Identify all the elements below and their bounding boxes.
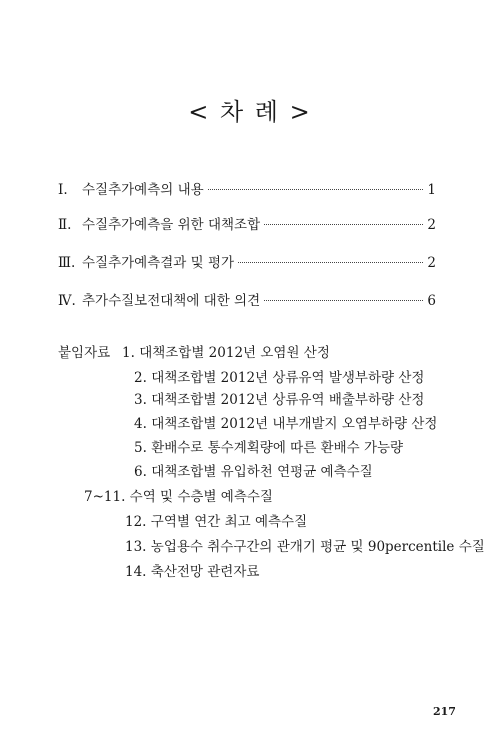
- toc-entry: [58, 289, 436, 311]
- appendix-item-number: 12.: [125, 514, 147, 530]
- toc-entry-number: Ⅱ.: [58, 217, 72, 233]
- appendix-item: [134, 460, 373, 480]
- toc-leader-dots: [264, 224, 423, 225]
- appendix-item-label: 대책조합별 2012년 오염원 산정: [139, 345, 330, 361]
- appendix-item-number: 6.: [134, 464, 147, 480]
- appendix-item-label: 대책조합별 2012년 내부개발지 오염부하량 산정: [151, 416, 438, 432]
- page-number: 217: [433, 705, 456, 718]
- toc-entry-page: 2: [427, 255, 436, 271]
- toc-entry-page: 1: [427, 182, 436, 198]
- toc-entry-label: 수질추가예측을 위한 대책조합: [82, 217, 261, 233]
- appendix-item-number: 7~11.: [84, 489, 126, 505]
- appendix-item: [134, 436, 403, 456]
- appendix-item-label: 대책조합별 2012년 상류유역 배출부하량 산정: [151, 392, 425, 408]
- toc-entry-number: Ⅰ.: [58, 182, 68, 198]
- appendix-item-number: 4.: [134, 416, 147, 432]
- toc-leader-dots: [238, 262, 423, 263]
- appendix-item: [125, 510, 307, 530]
- toc-leader-dots: [208, 189, 424, 190]
- appendix-item: [122, 341, 330, 361]
- appendix-item-number: 5.: [134, 440, 147, 456]
- appendix-item-number: 2.: [134, 370, 147, 386]
- toc-leader-dots: [264, 300, 423, 301]
- appendix-item: [134, 366, 424, 386]
- appendix-item: [125, 535, 485, 555]
- toc-entry-label: 수질추가예측결과 및 평가: [82, 255, 235, 271]
- appendix-item-label: 대책조합별 2012년 상류유역 발생부하량 산정: [151, 370, 425, 386]
- toc-entry-number: Ⅲ.: [58, 255, 76, 271]
- toc-entry: [58, 178, 436, 200]
- appendix-item: [134, 412, 437, 432]
- appendix-heading: 붙임자료: [58, 345, 111, 361]
- page-title: < 차 례 >: [188, 98, 312, 126]
- appendix-item: [134, 388, 424, 408]
- appendix-item-label: 농업용수 취수구간의 관개기 평균 및 90percentile 수질: [150, 539, 485, 555]
- toc-entry-label: 추가수질보전대책에 대한 의견: [82, 293, 261, 309]
- appendix-item-label: 대책조합별 유입하천 연평균 예측수질: [151, 464, 373, 480]
- toc-entry: [58, 251, 436, 273]
- appendix-item-number: 1.: [122, 345, 135, 361]
- toc-entry-page: 2: [427, 217, 436, 233]
- appendix-item-number: 3.: [134, 392, 147, 408]
- appendix-item-label: 환배수로 통수계획량에 따른 환배수 가능량: [151, 440, 404, 456]
- appendix-item-label: 축산전망 관련자료: [150, 564, 260, 580]
- appendix-item-label: 구역별 연간 최고 예측수질: [150, 514, 308, 530]
- appendix-item: [84, 485, 273, 505]
- appendix-item-label: 수역 및 수층별 예측수질: [129, 489, 273, 505]
- toc-entry: [58, 213, 436, 235]
- toc-entry-number: Ⅳ.: [58, 293, 76, 309]
- toc-entry-label: 수질추가예측의 내용: [82, 182, 204, 198]
- appendix-item: [125, 560, 259, 580]
- toc-entry-page: 6: [427, 293, 436, 309]
- appendix-item-number: 14.: [125, 564, 147, 580]
- appendix-item-number: 13.: [125, 539, 147, 555]
